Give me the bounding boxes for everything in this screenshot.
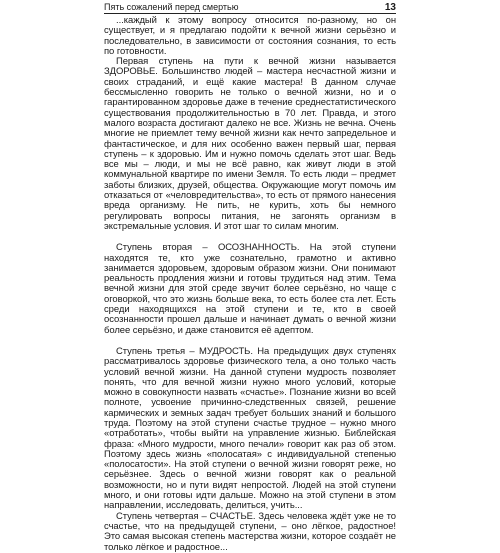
paragraph: Ступень вторая – ОСОЗНАННОСТЬ. На этой ступени находятся те, кто уже сознательно, грамотно и активно занимается здоровьем, здоровым образом жизни. Они понимают реальность продления жизни и готовы трудиться над этим. Тема вечной жизни для этой среде звучит более серьёзно, но чаще с оговоркой, что это жизнь больше века, то есть более ста лет. Есть среди находящихся на этой ступени и те, кто в своей осознанности прошел дальше и начинает думать о вечной жизни более серьёзно, и даже становится её адептом. [104, 242, 396, 336]
paragraph: Первая ступень на пути к вечной жизни называется ЗДОРОВЬЕ. Большинство людей – мастера несчастной жизни и своих страданий, и ещё какие мастера! В данном случае бессмысленно говорить не только о вечной жизни, но и о гарантированном здоровье даже в течение среднестатистического существования продолжительностью в 70 лет. Правда, и этого малого возраста достигают далеко не все. Жизнь не вечна. Очень многие не приемлет тему вечной жизни как нечто запредельное и фантастическое, и для них особенно важен первый шаг, первая ступень – к здоровью. Им и нужно помочь сделать этот шаг. Ведь все мы – люди, и мы не всё равно, как живут люди в этой коммунальной квартире по имени Земля. То есть люди – предмет заботы близких, друзей, общества. Окружающие могут помочь им отказаться от «человредительства», то есть от прямого нанесения вреда организму. Не пить, не курить, хоть бы немного регулировать вопросы питания, не загонять организм в экстремальные условия. И этот шаг то силам многим. [104, 56, 396, 232]
page-body [104, 16, 396, 553]
paragraph: Ступень третья – МУДРОСТЬ. На предыдущих двух ступенях рассматривалось здоровье физического тела, а оно только часть условий вечной жизни. На данной ступени мудрость позволяет понять, что для вечной жизни нужно много условий, которые можно в совокупности назвать «счастье». Познание жизни во всей полноте, усвоение причинно-следственных связей, решение кармических и земных задач требует больших знаний и большого труда. Поэтому на этой ступени счастье трудное – нужно много «отработать», чтобы выйти на управление жизнью. Библейская фраза: «Много мудрости, много печали» говорит как раз об этом. Поэтому здесь жизнь «полосатая» с индивидуальной степенью «полосатости». На этой ступени о вечной жизни говорят реже, но серьёзнее. Здесь о вечной жизни говорят как о реальной возможности, но и пути видят непростой. Людей на этой ступени много, и они готовы идти дальше. Можно на этой ступени в этом направлении, исследовать, делиться, учить... [104, 345, 396, 512]
header-rule [104, 13, 396, 14]
book-title: Пять сожалений перед смертью [104, 2, 239, 12]
paragraph: ...каждый к этому вопросу относится по-разному, но он существует, и я предлагаю подойти к вечной жизни серьёзно и последовательно, в зависимости от состояния сознания, то есть по готовности. [104, 15, 396, 57]
running-header [104, 0, 396, 13]
page-number: 13 [384, 2, 396, 13]
paragraph: Ступень четвертая – СЧАСТЬЕ. Здесь человека ждёт уже не то счастье, что на предыдущей ступени, – оно лёгкое, радостное! Это самая высокая степень мастерства жизни, которое создаёт не только лёгкое и радостное... [104, 510, 396, 553]
